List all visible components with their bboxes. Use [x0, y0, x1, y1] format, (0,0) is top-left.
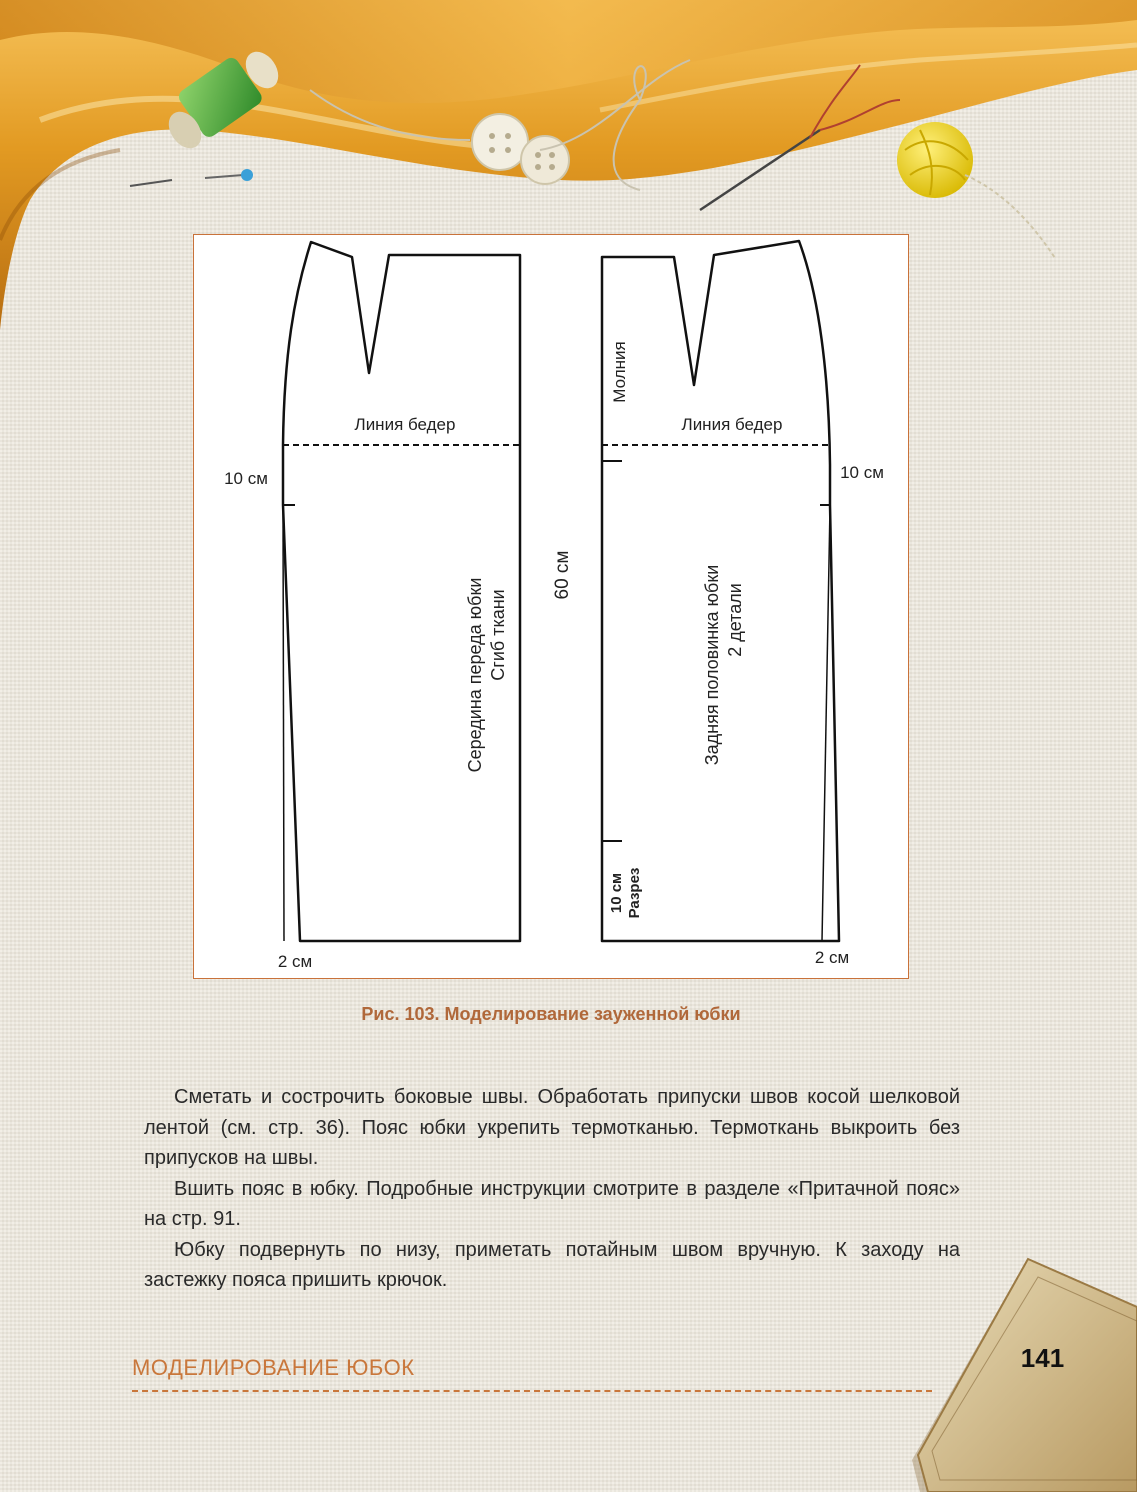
length-mark: 60 см — [552, 550, 573, 600]
front-side-guide — [283, 507, 284, 941]
page-number: 141 — [1020, 1343, 1065, 1373]
back-pieces-label: 2 детали — [725, 583, 745, 657]
front-hip-line-label: Линия бедер — [354, 415, 456, 434]
back-side-mark: 10 см — [840, 463, 884, 482]
zipper-label: Молния — [610, 341, 629, 403]
back-hip-line-label: Линия бедер — [681, 415, 783, 434]
pin-icon — [205, 175, 243, 178]
skirt-pattern-drawing — [194, 235, 910, 980]
slit-label: Разрез — [626, 867, 643, 919]
paragraph: Юбку подвернуть по низу, приметать потайным швом вручную. К заходу на застежку пояса пришить крючок. — [144, 1238, 960, 1291]
back-hem-mark: 2 см — [814, 948, 850, 967]
pattern-figure — [193, 234, 909, 979]
front-center-label: Середина переда юбки — [465, 577, 485, 773]
pin-head-icon — [241, 169, 253, 181]
front-hem-mark: 2 см — [277, 952, 313, 971]
section-title: МОДЕЛИРОВАНИЕ ЮБОК — [132, 1355, 415, 1380]
needle-icon — [130, 180, 172, 186]
paragraph: Вшить пояс в юбку. Подробные инструкции смотрите в разделе «Притачной пояс» на стр. 91. — [144, 1177, 960, 1230]
slit-length-mark: 10 см — [608, 872, 625, 914]
body-text — [144, 1082, 960, 1296]
yarn-ball-icon — [897, 122, 1055, 258]
back-center-label: Задняя половинка юбки — [702, 564, 722, 766]
figure-caption: Рис. 103. Моделирование зауженной юбки — [361, 1004, 741, 1024]
back-side-guide — [822, 507, 830, 941]
footer-divider — [132, 1390, 932, 1392]
front-side-mark: 10 см — [224, 469, 268, 488]
front-fold-label: Сгиб ткани — [488, 589, 508, 681]
paragraph: Сметать и сострочить боковые швы. Обработать припуски швов косой шелковой лентой (см. стр. 36). Пояс юбки укрепить термотканью. Термоткань выкроить без припусков на швы. — [144, 1086, 960, 1169]
